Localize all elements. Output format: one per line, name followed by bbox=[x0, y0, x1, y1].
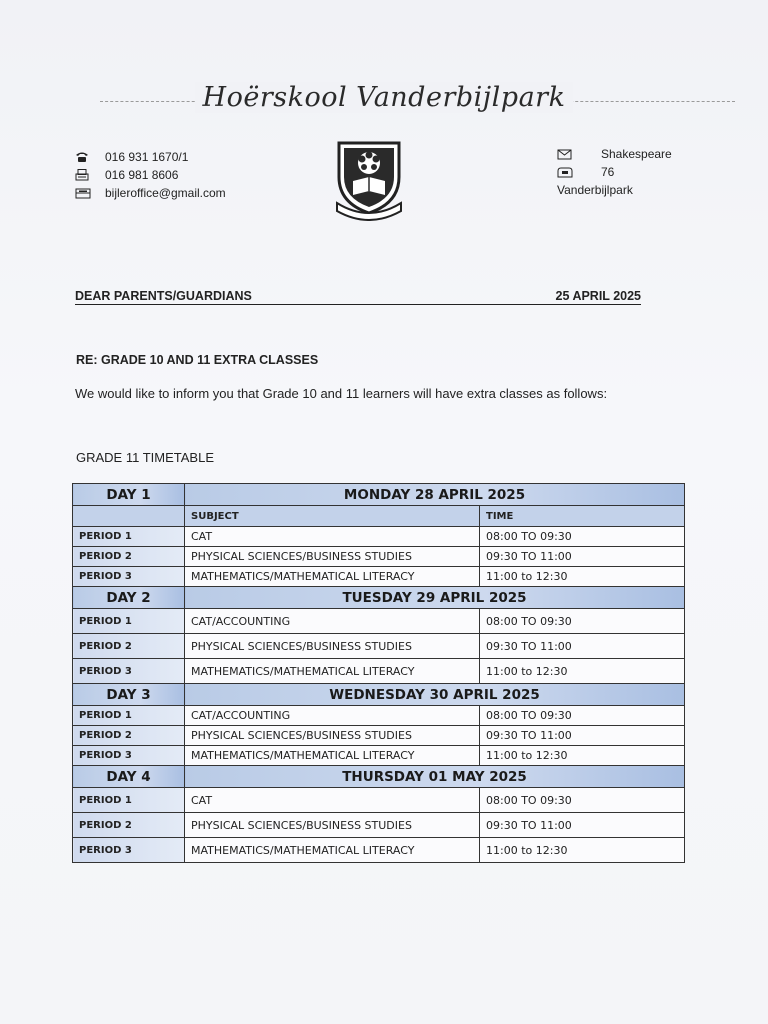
telephone-icon bbox=[75, 151, 105, 163]
period-subject: CAT/ACCOUNTING bbox=[185, 706, 480, 726]
day-label: DAY 1 bbox=[73, 484, 185, 506]
period-label: PERIOD 2 bbox=[73, 547, 185, 567]
day-date: MONDAY 28 APRIL 2025 bbox=[185, 484, 685, 506]
school-crest bbox=[333, 137, 405, 221]
fax-icon bbox=[75, 169, 105, 181]
period-row bbox=[73, 726, 685, 746]
email-icon bbox=[75, 188, 105, 199]
salutation-row bbox=[75, 289, 641, 305]
period-subject: PHYSICAL SCIENCES/BUSINESS STUDIES bbox=[185, 634, 480, 659]
period-time: 08:00 TO 09:30 bbox=[480, 609, 685, 634]
period-label: PERIOD 2 bbox=[73, 634, 185, 659]
period-label: PERIOD 3 bbox=[73, 567, 185, 587]
day-header-row bbox=[73, 684, 685, 706]
period-row bbox=[73, 527, 685, 547]
period-subject: PHYSICAL SCIENCES/BUSINESS STUDIES bbox=[185, 547, 480, 567]
timetable bbox=[72, 483, 685, 863]
postbox-icon bbox=[557, 167, 601, 178]
address-city: Vanderbijlpark bbox=[557, 183, 633, 197]
period-label: PERIOD 2 bbox=[73, 726, 185, 746]
day-date: THURSDAY 01 MAY 2025 bbox=[185, 766, 685, 788]
letter-subject: RE: GRADE 10 AND 11 EXTRA CLASSES bbox=[76, 353, 319, 367]
period-row bbox=[73, 547, 685, 567]
period-subject: PHYSICAL SCIENCES/BUSINESS STUDIES bbox=[185, 726, 480, 746]
period-label: PERIOD 1 bbox=[73, 788, 185, 813]
period-row bbox=[73, 838, 685, 863]
day-label: DAY 3 bbox=[73, 684, 185, 706]
period-subject: CAT/ACCOUNTING bbox=[185, 609, 480, 634]
subject-column-header: SUBJECT bbox=[185, 506, 480, 527]
period-time: 08:00 TO 09:30 bbox=[480, 706, 685, 726]
period-time: 11:00 to 12:30 bbox=[480, 746, 685, 766]
contact-details bbox=[75, 148, 226, 202]
period-row bbox=[73, 746, 685, 766]
period-row bbox=[73, 609, 685, 634]
day-header-row bbox=[73, 587, 685, 609]
period-label: PERIOD 1 bbox=[73, 706, 185, 726]
email-address: bijleroffice@gmail.com bbox=[105, 186, 226, 200]
period-time: 11:00 to 12:30 bbox=[480, 567, 685, 587]
period-row bbox=[73, 659, 685, 684]
period-time: 09:30 TO 11:00 bbox=[480, 634, 685, 659]
letter-intro: We would like to inform you that Grade 10 and 11 learners will have extra classes as follows: bbox=[75, 386, 608, 401]
period-row bbox=[73, 634, 685, 659]
period-time: 09:30 TO 11:00 bbox=[480, 813, 685, 838]
address-street: Shakespeare bbox=[601, 147, 672, 161]
column-header-row bbox=[73, 506, 685, 527]
period-time: 11:00 to 12:30 bbox=[480, 659, 685, 684]
period-time: 08:00 TO 09:30 bbox=[480, 788, 685, 813]
period-subject: PHYSICAL SCIENCES/BUSINESS STUDIES bbox=[185, 813, 480, 838]
day-date: TUESDAY 29 APRIL 2025 bbox=[185, 587, 685, 609]
period-row bbox=[73, 788, 685, 813]
letter-date: 25 APRIL 2025 bbox=[555, 289, 641, 303]
day-header-row bbox=[73, 766, 685, 788]
address-number: 76 bbox=[601, 165, 615, 179]
period-label: PERIOD 1 bbox=[73, 609, 185, 634]
day-label: DAY 2 bbox=[73, 587, 185, 609]
phone-number: 016 931 1670/1 bbox=[105, 150, 189, 164]
period-time: 08:00 TO 09:30 bbox=[480, 527, 685, 547]
timetable-title: GRADE 11 TIMETABLE bbox=[76, 450, 214, 465]
day-label: DAY 4 bbox=[73, 766, 185, 788]
period-subject: MATHEMATICS/MATHEMATICAL LITERACY bbox=[185, 746, 480, 766]
period-time: 09:30 TO 11:00 bbox=[480, 547, 685, 567]
period-time: 11:00 to 12:30 bbox=[480, 838, 685, 863]
period-subject: MATHEMATICS/MATHEMATICAL LITERACY bbox=[185, 838, 480, 863]
salutation: DEAR PARENTS/GUARDIANS bbox=[75, 289, 252, 303]
period-time: 09:30 TO 11:00 bbox=[480, 726, 685, 746]
period-label: PERIOD 3 bbox=[73, 746, 185, 766]
period-subject: CAT bbox=[185, 788, 480, 813]
period-subject: CAT bbox=[185, 527, 480, 547]
day-header-row bbox=[73, 484, 685, 506]
envelope-icon bbox=[557, 149, 601, 160]
period-row bbox=[73, 706, 685, 726]
time-column-header: TIME bbox=[480, 506, 685, 527]
period-subject: MATHEMATICS/MATHEMATICAL LITERACY bbox=[185, 567, 480, 587]
school-name: Hoërskool Vanderbijlpark bbox=[0, 82, 768, 113]
period-label: PERIOD 3 bbox=[73, 659, 185, 684]
period-subject: MATHEMATICS/MATHEMATICAL LITERACY bbox=[185, 659, 480, 684]
day-date: WEDNESDAY 30 APRIL 2025 bbox=[185, 684, 685, 706]
period-row bbox=[73, 813, 685, 838]
period-label: PERIOD 2 bbox=[73, 813, 185, 838]
period-row bbox=[73, 567, 685, 587]
period-label: PERIOD 1 bbox=[73, 527, 185, 547]
period-label: PERIOD 3 bbox=[73, 838, 185, 863]
address-details bbox=[557, 145, 672, 199]
fax-number: 016 981 8606 bbox=[105, 168, 179, 182]
